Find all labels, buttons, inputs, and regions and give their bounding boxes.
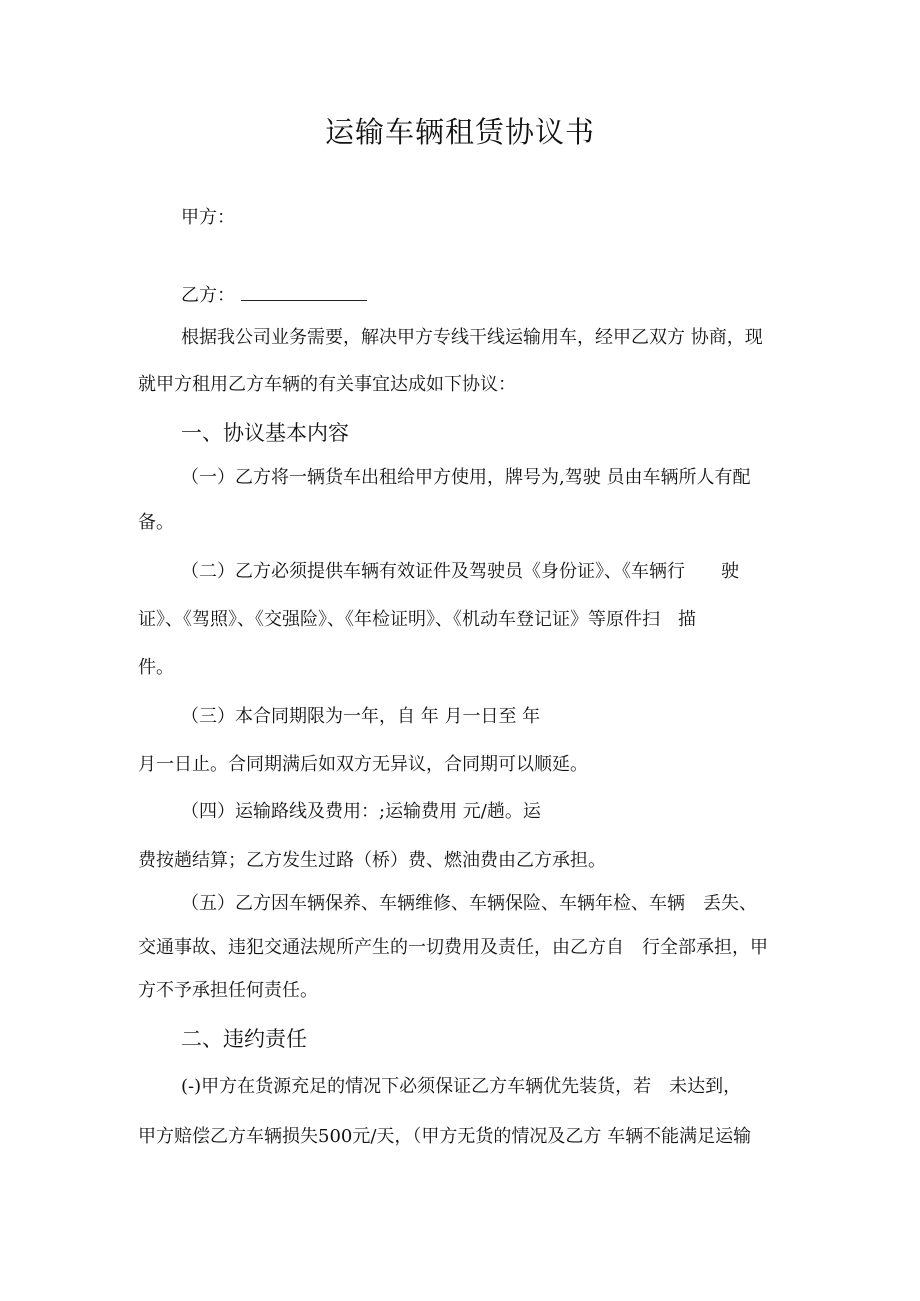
s1-item1-line-2: 备。: [138, 512, 174, 533]
s1-item2-line-1: （二）乙方必须提供车辆有效证件及驾驶员《身份证》、《车辆行 驶: [181, 561, 739, 582]
intro-line-1: 根据我公司业务需要，解决甲方专线干线运输用车，经甲乙双方 协商，现: [181, 327, 763, 348]
s1-item1-line-1: （一）乙方将一辆货车出租给甲方使用，牌号为,驾驶 员由车辆所人有配: [181, 467, 751, 488]
s1-item4-line-1: （四）运输路线及费用：;运输费用 元/趟。运: [181, 801, 541, 822]
s1-item2-line-3: 件。: [138, 657, 174, 678]
section-1-heading: 一、协议基本内容: [181, 421, 349, 445]
party-b-label: 乙方：: [181, 285, 235, 306]
party-b-row: [181, 282, 367, 308]
s1-item2-line-2: 证》、《驾照》、《交强险》、《年检证明》、《机动车登记证》等原件扫 描: [138, 609, 696, 630]
s1-item4-line-2: 费按趟结算；乙方发生过路（桥）费、燃油费由乙方承担。: [138, 850, 606, 871]
party-a-label: 甲方：: [181, 207, 235, 228]
section-2-heading: 二、违约责任: [181, 1027, 307, 1051]
s1-item5-line-3: 方不予承担任何责任。: [138, 980, 318, 1001]
s1-item5-line-1: （五）乙方因车辆保养、车辆维修、车辆保险、车辆年检、车辆 丢失、: [181, 893, 757, 914]
document-title: 运输车辆租赁协议书: [324, 115, 595, 149]
s2-item1-line-2: 甲方赔偿乙方车辆损失500元/天，（甲方无货的情况及乙方 车辆不能满足运输: [138, 1126, 752, 1147]
s1-item5-line-2: 交通事故、违犯交通法规所产生的一切费用及责任，由乙方自 行全部承担，甲: [138, 937, 768, 958]
s1-item3-line-2: 月一日止。合同期满后如双方无异议，合同期可以顺延。: [138, 754, 588, 775]
s2-item1-line-1: (-)甲方在货源充足的情况下必须保证乙方车辆优先装货，若 未达到，: [181, 1076, 742, 1097]
intro-line-2: 就甲方租用乙方车辆的有关事宜达成如下协议：: [138, 374, 516, 395]
s1-item3-line-1: （三）本合同期限为一年，自 年 月一日至 年: [181, 706, 541, 727]
party-b-blank-line: [241, 282, 367, 301]
